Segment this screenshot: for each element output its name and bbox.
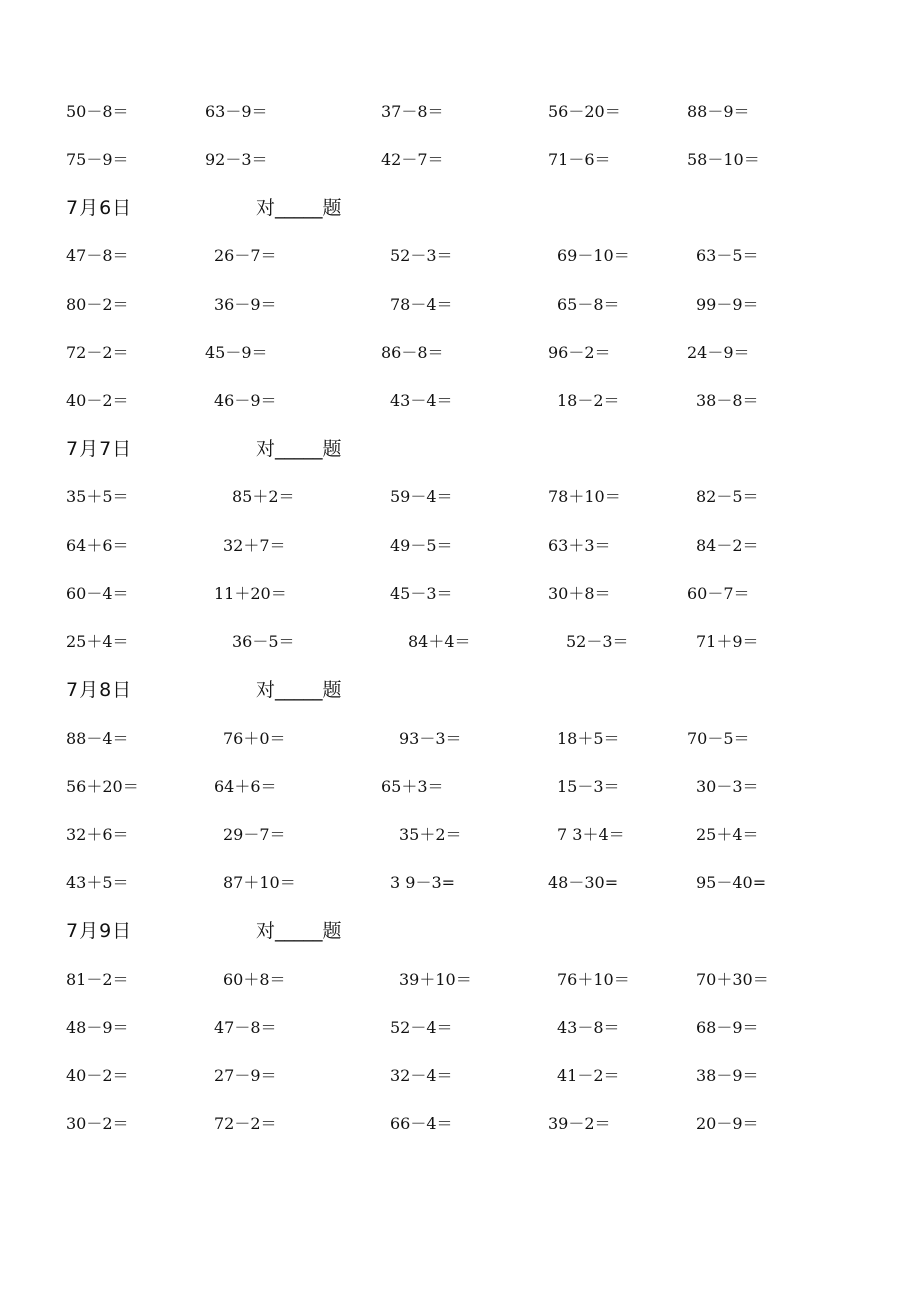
problem: 25＋4＝ bbox=[66, 632, 129, 651]
problem: 37－8＝ bbox=[381, 102, 444, 121]
problem: 63＋3＝ bbox=[548, 536, 611, 555]
problem: 39＋10＝ bbox=[399, 970, 472, 989]
problem: 26－7＝ bbox=[214, 246, 277, 265]
problem-row bbox=[0, 534, 920, 558]
problem: 39－2＝ bbox=[548, 1114, 611, 1133]
problem: 40－2＝ bbox=[66, 1066, 129, 1085]
problem: 38－9＝ bbox=[696, 1066, 759, 1085]
problem: 71－6＝ bbox=[548, 150, 611, 169]
problem: 52－3＝ bbox=[390, 246, 453, 265]
problem: 88－9＝ bbox=[687, 102, 750, 121]
problem: 99－9＝ bbox=[696, 295, 759, 314]
problem-row bbox=[0, 148, 920, 172]
problem: 84－2＝ bbox=[696, 536, 759, 555]
problem: 56－20＝ bbox=[548, 102, 621, 121]
problem: 92－3＝ bbox=[205, 150, 268, 169]
problem: 29－7＝ bbox=[223, 825, 286, 844]
problem: 36－9＝ bbox=[214, 295, 277, 314]
problem: 60－7＝ bbox=[687, 584, 750, 603]
problem: 72－2＝ bbox=[66, 343, 129, 362]
problem: 81－2＝ bbox=[66, 970, 129, 989]
problem: 78－4＝ bbox=[390, 295, 453, 314]
problem-row bbox=[0, 823, 920, 847]
problem: 32＋7＝ bbox=[223, 536, 286, 555]
problem: 27－9＝ bbox=[214, 1066, 277, 1085]
section-date: 7月6日 bbox=[66, 197, 133, 219]
problem: 48－30= bbox=[548, 873, 619, 892]
problem: 68－9＝ bbox=[696, 1018, 759, 1037]
problem-row bbox=[0, 1016, 920, 1040]
problem: 84＋4＝ bbox=[408, 632, 471, 651]
problem: 59－4＝ bbox=[390, 487, 453, 506]
problem: 88－4＝ bbox=[66, 729, 129, 748]
problem-row bbox=[0, 775, 920, 799]
problem: 65－8＝ bbox=[557, 295, 620, 314]
problem: 38－8＝ bbox=[696, 391, 759, 410]
problem: 15－3＝ bbox=[557, 777, 620, 796]
section-heading bbox=[0, 435, 920, 463]
problem: 70－5＝ bbox=[687, 729, 750, 748]
problem: 32＋6＝ bbox=[66, 825, 129, 844]
problem: 18－2＝ bbox=[557, 391, 620, 410]
problem: 43－4＝ bbox=[390, 391, 453, 410]
problem: 3 9－3= bbox=[390, 873, 456, 892]
section-heading bbox=[0, 917, 920, 945]
problem: 42－7＝ bbox=[381, 150, 444, 169]
problem: 72－2＝ bbox=[214, 1114, 277, 1133]
problem: 47－8＝ bbox=[66, 246, 129, 265]
problem: 30－3＝ bbox=[696, 777, 759, 796]
problem: 76＋10＝ bbox=[557, 970, 630, 989]
problem-row bbox=[0, 727, 920, 751]
score-blank: 对_____题 bbox=[256, 197, 342, 219]
problem-row bbox=[0, 968, 920, 992]
problem: 18＋5＝ bbox=[557, 729, 620, 748]
problem: 43＋5＝ bbox=[66, 873, 129, 892]
problem: 80－2＝ bbox=[66, 295, 129, 314]
problem: 58－10＝ bbox=[687, 150, 760, 169]
problem: 32－4＝ bbox=[390, 1066, 453, 1085]
problem-row bbox=[0, 244, 920, 268]
problem: 63－9＝ bbox=[205, 102, 268, 121]
problem-row bbox=[0, 341, 920, 365]
section-heading bbox=[0, 194, 920, 222]
problem: 95－40= bbox=[696, 873, 767, 892]
problem: 52－3＝ bbox=[566, 632, 629, 651]
problem: 30＋8＝ bbox=[548, 584, 611, 603]
problem-row bbox=[0, 485, 920, 509]
problem: 70＋30＝ bbox=[696, 970, 769, 989]
problem: 45－3＝ bbox=[390, 584, 453, 603]
problem-row bbox=[0, 582, 920, 606]
problem: 93－3＝ bbox=[399, 729, 462, 748]
problem: 64＋6＝ bbox=[66, 536, 129, 555]
problem: 66－4＝ bbox=[390, 1114, 453, 1133]
problem: 35＋2＝ bbox=[399, 825, 462, 844]
problem-row bbox=[0, 100, 920, 124]
problem-row bbox=[0, 630, 920, 654]
problem: 35＋5＝ bbox=[66, 487, 129, 506]
problem-row bbox=[0, 1064, 920, 1088]
section-date: 7月7日 bbox=[66, 438, 133, 460]
problem: 76＋0＝ bbox=[223, 729, 286, 748]
problem: 96－2＝ bbox=[548, 343, 611, 362]
problem: 78＋10＝ bbox=[548, 487, 621, 506]
problem: 63－5＝ bbox=[696, 246, 759, 265]
problem: 86－8＝ bbox=[381, 343, 444, 362]
problem: 60＋8＝ bbox=[223, 970, 286, 989]
problem: 56＋20＝ bbox=[66, 777, 139, 796]
section-date: 7月9日 bbox=[66, 920, 133, 942]
problem: 87＋10＝ bbox=[223, 873, 296, 892]
problem: 47－8＝ bbox=[214, 1018, 277, 1037]
problem: 85＋2＝ bbox=[232, 487, 295, 506]
problem: 71＋9＝ bbox=[696, 632, 759, 651]
problem: 36－5＝ bbox=[232, 632, 295, 651]
problem: 20－9＝ bbox=[696, 1114, 759, 1133]
problem: 25＋4＝ bbox=[696, 825, 759, 844]
problem: 45－9＝ bbox=[205, 343, 268, 362]
section-heading bbox=[0, 676, 920, 704]
section-date: 7月8日 bbox=[66, 679, 133, 701]
problem: 75－9＝ bbox=[66, 150, 129, 169]
problem: 46－9＝ bbox=[214, 391, 277, 410]
problem: 60－4＝ bbox=[66, 584, 129, 603]
problem: 69－10＝ bbox=[557, 246, 630, 265]
problem: 43－8＝ bbox=[557, 1018, 620, 1037]
problem-row bbox=[0, 1112, 920, 1136]
score-blank: 对_____题 bbox=[256, 438, 342, 460]
score-blank: 对_____题 bbox=[256, 679, 342, 701]
problem-row bbox=[0, 389, 920, 413]
problem: 82－5＝ bbox=[696, 487, 759, 506]
problem: 50－8＝ bbox=[66, 102, 129, 121]
problem: 49－5＝ bbox=[390, 536, 453, 555]
problem: 24－9＝ bbox=[687, 343, 750, 362]
problem-row bbox=[0, 293, 920, 317]
problem: 11＋20＝ bbox=[214, 584, 287, 603]
problem: 41－2＝ bbox=[557, 1066, 620, 1085]
problem: 48－9＝ bbox=[66, 1018, 129, 1037]
score-blank: 对_____题 bbox=[256, 920, 342, 942]
problem: 64＋6＝ bbox=[214, 777, 277, 796]
problem: 52－4＝ bbox=[390, 1018, 453, 1037]
problem: 40－2＝ bbox=[66, 391, 129, 410]
problem: 30－2＝ bbox=[66, 1114, 129, 1133]
problem: 65＋3＝ bbox=[381, 777, 444, 796]
problem: 7 3＋4＝ bbox=[557, 825, 625, 844]
problem-row bbox=[0, 871, 920, 895]
